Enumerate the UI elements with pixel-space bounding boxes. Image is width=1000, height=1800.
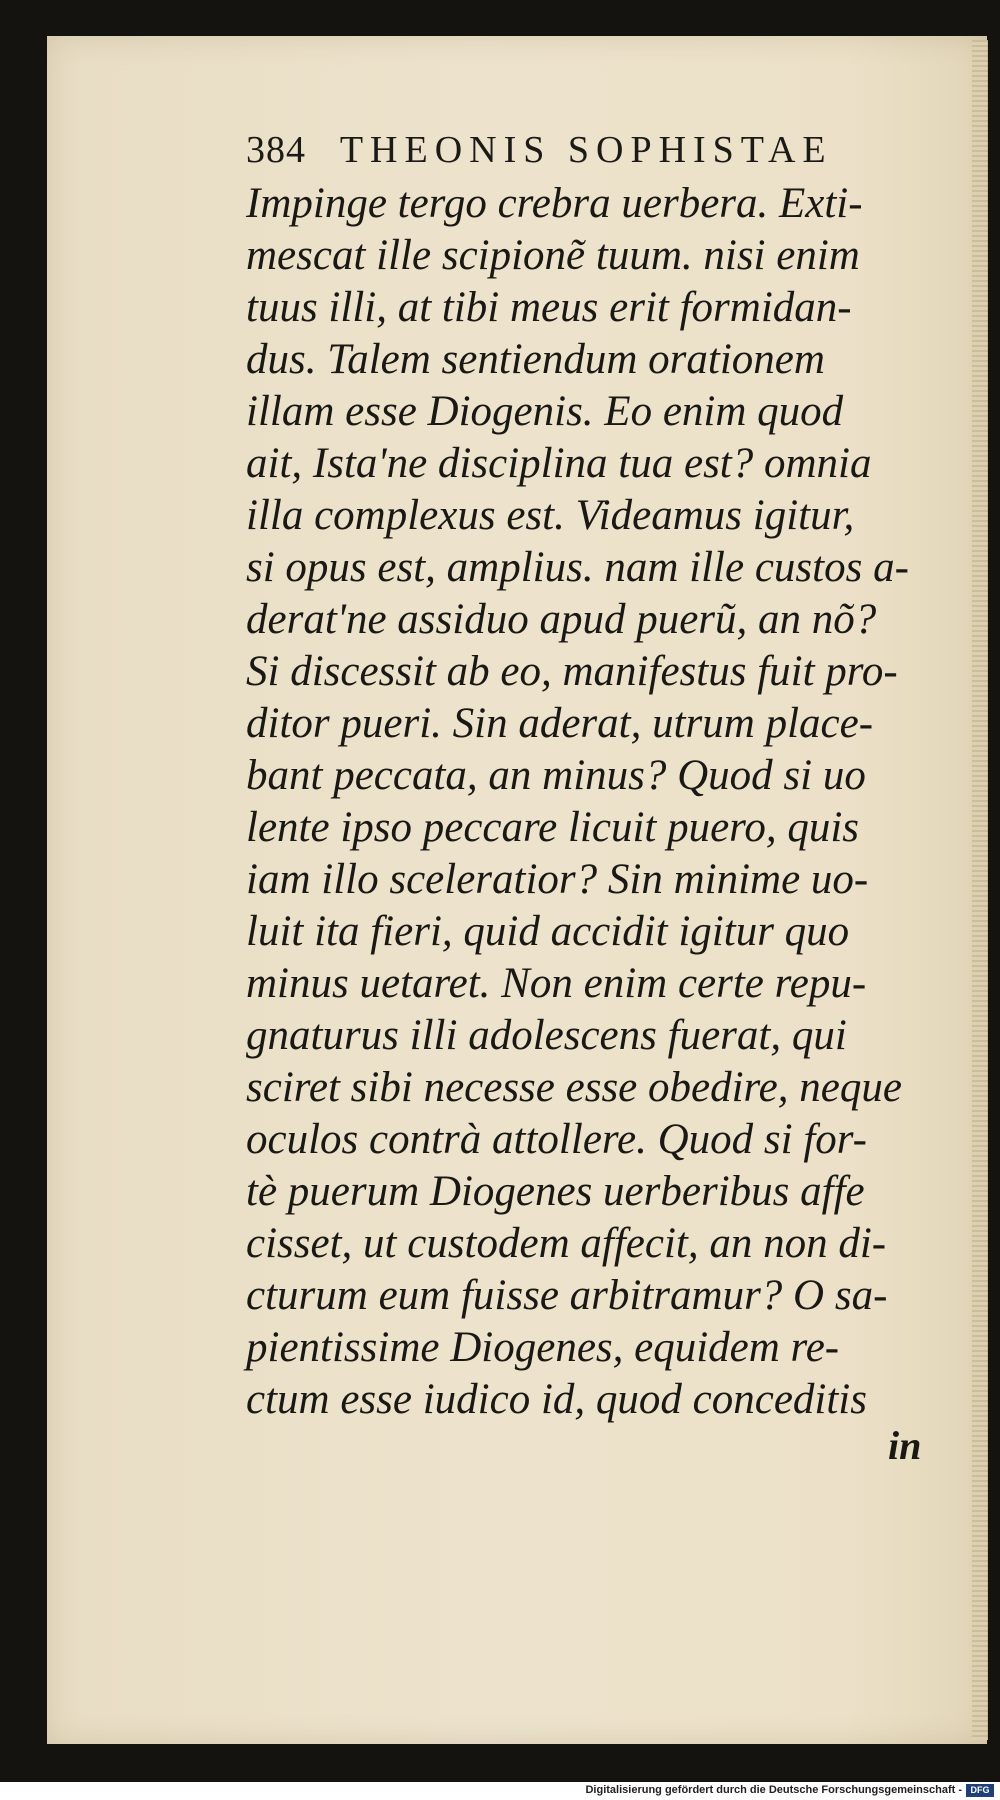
text-line: iam illo sceleratior? Sin minime uo- <box>246 856 869 903</box>
text-line: cisset, ut custodem affecit, an non di- <box>246 1220 887 1267</box>
text-line: sciret sibi necesse esse obedire, neque <box>246 1064 902 1111</box>
text-line: derat'ne assiduo apud puerũ, an nõ? <box>246 596 877 643</box>
text-line: pientissime Diogenes, equidem re- <box>246 1324 840 1371</box>
footer-credit: Digitalisierung gefördert durch die Deutsche Forschungsgemeinschaft - <box>585 1784 962 1796</box>
text-line: Si discessit ab eo, manifestus fuit pro- <box>246 648 898 695</box>
text-line: illa complexus est. Videamus igitur, <box>246 492 855 539</box>
text-line: Impinge tergo crebra uerbera. Exti- <box>246 180 863 227</box>
text-line: bant peccata, an minus? Quod si uo <box>246 752 866 799</box>
text-line: cturum eum fuisse arbitramur? O sa- <box>246 1272 888 1319</box>
text-line: illam esse Diogenis. Eo enim quod <box>246 388 844 435</box>
running-head-title: THEONIS SOPHISTAE <box>339 129 833 171</box>
text-line: mescat ille scipionẽ tuum. nisi enim <box>246 232 860 279</box>
dfg-logo: DFG <box>966 1784 994 1797</box>
text-line: lente ipso peccare licuit puero, quis <box>246 804 860 851</box>
page-number: 384 <box>246 129 306 171</box>
page-edge <box>972 40 988 1740</box>
text-line: gnaturus illi adolescens fuerat, qui <box>246 1012 847 1059</box>
text-line: tè puerum Diogenes uerberibus affe <box>246 1168 865 1215</box>
text-line: tuus illi, at tibi meus erit formidan- <box>246 284 852 331</box>
text-line: minus uetaret. Non enim certe repu- <box>246 960 867 1007</box>
text-line: si opus est, amplius. nam ille custos a- <box>246 544 909 591</box>
catchword: in <box>888 1423 922 1468</box>
text-line: dus. Talem sentiendum orationem <box>246 336 825 383</box>
text-line: ditor pueri. Sin aderat, utrum place- <box>246 700 874 747</box>
running-head <box>246 128 833 172</box>
body-text <box>246 178 936 1426</box>
text-line: ctum esse iudico id, quod conceditis <box>246 1376 867 1423</box>
text-line: ait, Ista'ne disciplina tua est? omnia <box>246 440 872 487</box>
text-line: oculos contrà attollere. Quod si for- <box>246 1116 868 1163</box>
text-line: luit ita fieri, quid accidit igitur quo <box>246 908 850 955</box>
